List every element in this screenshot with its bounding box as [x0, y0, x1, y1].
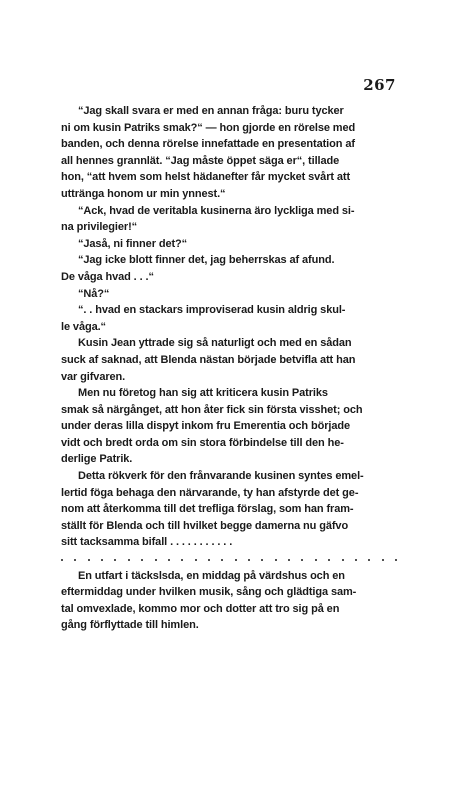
paragraph	[61, 335, 397, 385]
separator-dot	[208, 559, 210, 561]
text-line: var gifvaren.	[61, 370, 126, 383]
separator-dot	[342, 559, 344, 561]
separator-dot	[382, 559, 384, 561]
text-line: banden, och denna rörelse innefattade en presentation af	[61, 138, 355, 151]
separator-dot	[128, 559, 130, 561]
separator-dot	[301, 559, 303, 561]
paragraph	[61, 286, 397, 303]
separator-dot	[355, 559, 357, 561]
text-line: vidt och bredt orda om sin stora förbindelse till den he-	[61, 436, 344, 449]
paragraph	[61, 236, 397, 253]
separator-dot	[155, 559, 157, 561]
text-line: suck af saknad, att Blenda nästan började betvifla att han	[61, 353, 356, 366]
dotted-separator	[61, 551, 397, 568]
paragraph	[61, 568, 397, 634]
text-line: Kusin Jean yttrade sig så naturligt och med en sådan	[78, 337, 352, 350]
text-line: De våga hvad . . .“	[61, 270, 154, 283]
text-line: Detta rökverk för den frånvarande kusinen syntes emel-	[78, 470, 364, 483]
separator-dot	[235, 559, 237, 561]
text-line: ställt för Blenda och till hvilket begge damerna nu gäfvo	[61, 519, 349, 532]
separator-dot	[181, 559, 183, 561]
separator-dot	[248, 559, 250, 561]
separator-dot	[74, 559, 76, 561]
body-text	[61, 103, 397, 634]
paragraph	[61, 468, 397, 551]
paragraph	[61, 252, 397, 285]
text-line: le våga.“	[61, 320, 106, 333]
text-line: lertid föga behaga den närvarande, ty han afstyrde det ge-	[61, 486, 359, 499]
separator-dot	[114, 559, 116, 561]
text-line: “Ack, hvad de veritabla kusinerna äro lyckliga med si-	[78, 204, 355, 217]
separator-dot	[168, 559, 170, 561]
separator-dot	[195, 559, 197, 561]
text-line: “Jaså, ni finner det?“	[78, 237, 188, 250]
paragraph	[61, 203, 397, 236]
separator-dot	[101, 559, 103, 561]
text-line: derlige Patrik.	[61, 453, 133, 466]
separator-dot	[288, 559, 290, 561]
text-line: “Jag icke blott finner det, jag beherrskas af afund.	[78, 254, 335, 267]
text-line: eftermiddag under hvilken musik, sång och glädtiga sam-	[61, 586, 357, 599]
text-line: hon, “att hvem som helst hädanefter får mycket svårt att	[61, 171, 351, 184]
page-number: 267	[363, 76, 396, 94]
text-line: sitt tacksamma bifall . . . . . . . . . . .	[61, 536, 233, 549]
text-line: ni om kusin Patriks smak?“ — hon gjorde en rörelse med	[61, 121, 356, 134]
text-line: Men nu företog han sig att kriticera kusin Patriks	[78, 387, 328, 400]
text-line: smak så närgånget, att hon åter fick sin första visshet; och	[61, 403, 363, 416]
text-line: all hennes grannlät. “Jag måste öppet säga er“, tillade	[61, 154, 340, 167]
paragraph	[61, 302, 397, 335]
separator-dot	[261, 559, 263, 561]
text-line: gång förflyttade till himlen.	[61, 619, 199, 632]
text-line: na privilegier!“	[61, 221, 138, 234]
separator-dot	[141, 559, 143, 561]
separator-dot	[328, 559, 330, 561]
text-line: tal omvexlade, kommo mor och dotter att tro sig på en	[61, 602, 340, 615]
text-line: “. . hvad en stackars improviserad kusin aldrig skul-	[78, 304, 346, 317]
text-line: uttränga honom ur min ynnest.“	[61, 187, 226, 200]
separator-dot	[368, 559, 370, 561]
paragraph	[61, 103, 397, 203]
separator-dot	[88, 559, 90, 561]
separator-dot	[315, 559, 317, 561]
separator-dot	[221, 559, 223, 561]
separator-dot	[61, 559, 63, 561]
paragraph	[61, 385, 397, 468]
text-line: En utfart i täckslsda, en middag på värdshus och en	[78, 569, 345, 582]
separator-dot	[275, 559, 277, 561]
separator-dot	[395, 559, 397, 561]
text-line: under deras lilla dispyt inkom fru Emerentia och började	[61, 420, 351, 433]
text-line: “Jag skall svara er med en annan fråga: buru tycker	[78, 105, 344, 117]
text-line: nom att återkomma till det trefliga förslag, som han fram-	[61, 503, 354, 516]
text-line: “Nå?“	[78, 287, 110, 300]
